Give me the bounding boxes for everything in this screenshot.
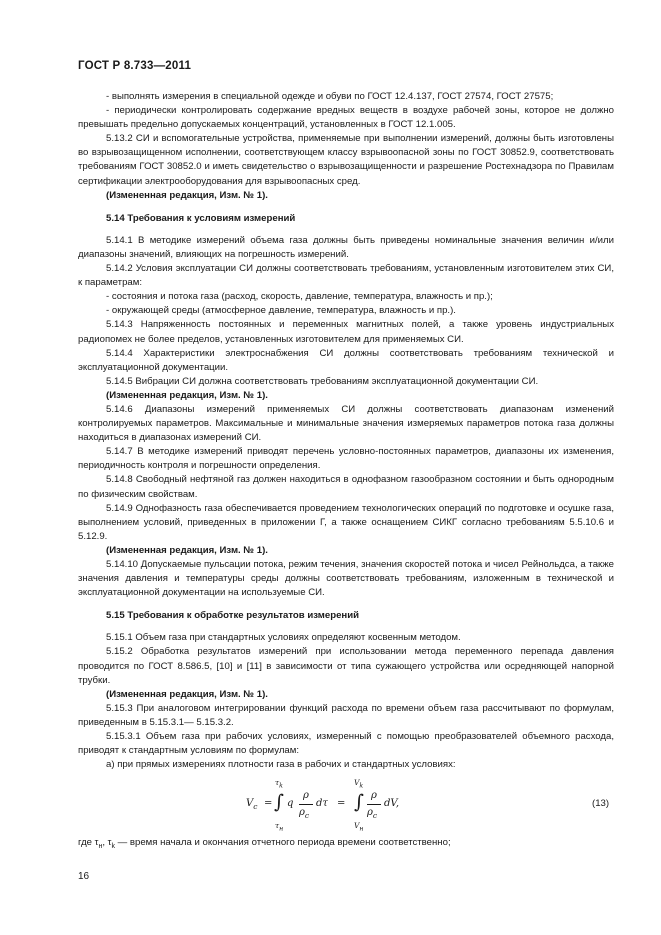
paragraph: 5.15.3 При аналоговом интегрировании функций расхода по времени объем газа рассчитывают по формулам, приведенным в 5.15.3.1— 5.15.3.2. [78,702,614,728]
paragraph: - выполнять измерения в специальной одежде и обуви по ГОСТ 12.4.137, ГОСТ 27574, ГОСТ 27575; [106,91,554,102]
formula-dV: dV, [384,798,400,810]
section-heading: 5.14 Требования к условиям измерений [106,212,296,224]
integral-lower-sub: н [359,825,364,833]
paragraph: 5.14.1 В методике измерений объема газа должны быть приведены номинальные значения величин и/или диапазоны значений, влияющих на погрешность измерений. [78,234,614,260]
density-denominator-sub: c [372,811,378,821]
integral-sign-icon: ∫ [274,791,284,814]
formula-lhs-sub: c [253,802,258,812]
formula-equals: = [337,798,346,810]
paragraph: 5.14.9 Однофазность газа обеспечивается проведением технологических операций по подготовке и осушке газа, выполнением условий, приведенных в приложении Г, а также оснащением СИКГ согласно требованиям 5.5.10.6 и 5.12.9. [78,502,614,542]
integral-lower: τ [275,821,280,831]
amendment-note: (Измененная редакция, Изм. № 1). [106,189,268,201]
formula-dtau: dτ [316,798,328,810]
formula-13 [78,774,614,836]
integral-upper: V [354,778,360,788]
integral-upper: τ [275,778,280,788]
integral-upper-sub: k [359,782,364,790]
paragraph: 5.14.5 Вибрации СИ должна соответствовать требованиям эксплуатационной документации СИ. [106,375,539,387]
paragraph: 5.14.3 Напряженность постоянных и переменных магнитных полей, а также уровень индустриальных радиопомех не более пределов, установленных изготовителем для применяемых СИ. [78,319,614,345]
paragraph: 5.15.1 Объем газа при стандартных условиях определяют косвенным методом. [106,632,461,644]
paragraph: а) при прямых измерениях плотности газа в рабочих и стандартных условиях: [106,759,456,771]
fraction-bar [367,804,381,805]
standard-header: ГОСТ Р 8.733—2011 [78,60,192,72]
integral-lower-sub: н [279,825,284,833]
paragraph: 5.14.2 Условия эксплуатации СИ должны соответствовать требованиям, установленным изготовителем этих СИ, к параметрам: [78,263,614,289]
integral-lower: V [354,821,360,831]
paragraph: - состояния и потока газа (расход, скорость, давление, температура, влажность и пр.); [106,291,493,303]
amendment-note: (Измененная редакция, Изм. № 1). [106,389,268,401]
paragraph: 5.15.3.1 Объем газа при рабочих условиях, измеренный с помощью преобразователей объемного расхода, приводят к стандартным условиям по формулам: [78,731,614,757]
paragraph: 5.15.2 Обработка результатов измерений при использовании метода переменного перепада давления проводится по ГОСТ 8.586.5, [10] и [11] в зависимости от типа сужающего устройства или осредняющей напорной трубки. [78,646,614,686]
paragraph: 5.13.2 СИ и вспомогательные устройства, применяемые при выполнении измерений, должны быть изготовлены во взрывозащищенном исполнении, соответствующем классу взрывоопасной зоны по ГОСТ 30852.9, соответствовать требованиям ГОСТ 30852.0 и иметь свидетельство о взрывозащищенности и разрешение Ростехнадзора по Правилам сертификации электрооборудования для взрывоопасных сред. [78,133,614,187]
section-heading: 5.15 Требования к обработке результатов измерений [106,610,360,622]
amendment-note: (Измененная редакция, Изм. № 1). [106,544,268,556]
density-denominator: ρ [367,807,373,819]
integral-sign-icon: ∫ [354,791,364,814]
density-numerator: ρ [303,790,309,802]
paragraph: - окружающей среды (атмосферное давление, температура, влажность и пр.). [106,305,456,317]
page-number: 16 [78,871,90,882]
fraction-bar [299,804,313,805]
paragraph: 5.14.7 В методике измерений приводят перечень условно-постоянных параметров, диапазоны их изменения, периодичность контроля и погрешности определения. [78,446,614,472]
paragraph: 5.14.10 Допускаемые пульсации потока, режим течения, значения скоростей потока и чисел Рейнольдса, а также значения давления и температуры среды должны соответствовать требованиям, изложенным в технической и эксплуатационной документации на используемые СИ. [78,559,614,599]
density-numerator: ρ [371,790,377,802]
paragraph: - периодически контролировать содержание вредных веществ в воздухе рабочей зоны, которое не должно превышать предельно допускаемых концентраций, установленных в ГОСТ 12.1.005. [78,105,614,131]
integral-upper-sub: k [279,782,283,790]
formula-number: (13) [592,798,610,810]
paragraph: 5.14.6 Диапазоны измерений применяемых СИ должны соответствовать диапазонам изменений контролируемых параметров. Максимальные и минимальные значения измеряемых параметров потока газа должны находиться в диапазонах измерений СИ. [78,403,614,444]
formula-flow: q [287,798,294,810]
document-body [78,90,614,854]
formula-lhs: V [246,798,254,810]
density-denominator: ρ [299,807,305,819]
paragraph: 5.14.4 Характеристики электроснабжения СИ должны соответствовать требованиям технической и эксплуатационной документации. [78,347,614,373]
paragraph: 5.14.8 Свободный нефтяной газ должен находиться в однофазном газообразном состоянии и быть однородным по физическим свойствам. [78,474,614,500]
density-denominator-sub: c [304,811,310,821]
formula-explanation: где $\tau_н$, $\tau_k$ — время начала и окончания отчетного периода времени соответственно; [78,837,451,851]
formula-equals: = [264,798,273,810]
amendment-note: (Измененная редакция, Изм. № 1). [106,688,268,700]
